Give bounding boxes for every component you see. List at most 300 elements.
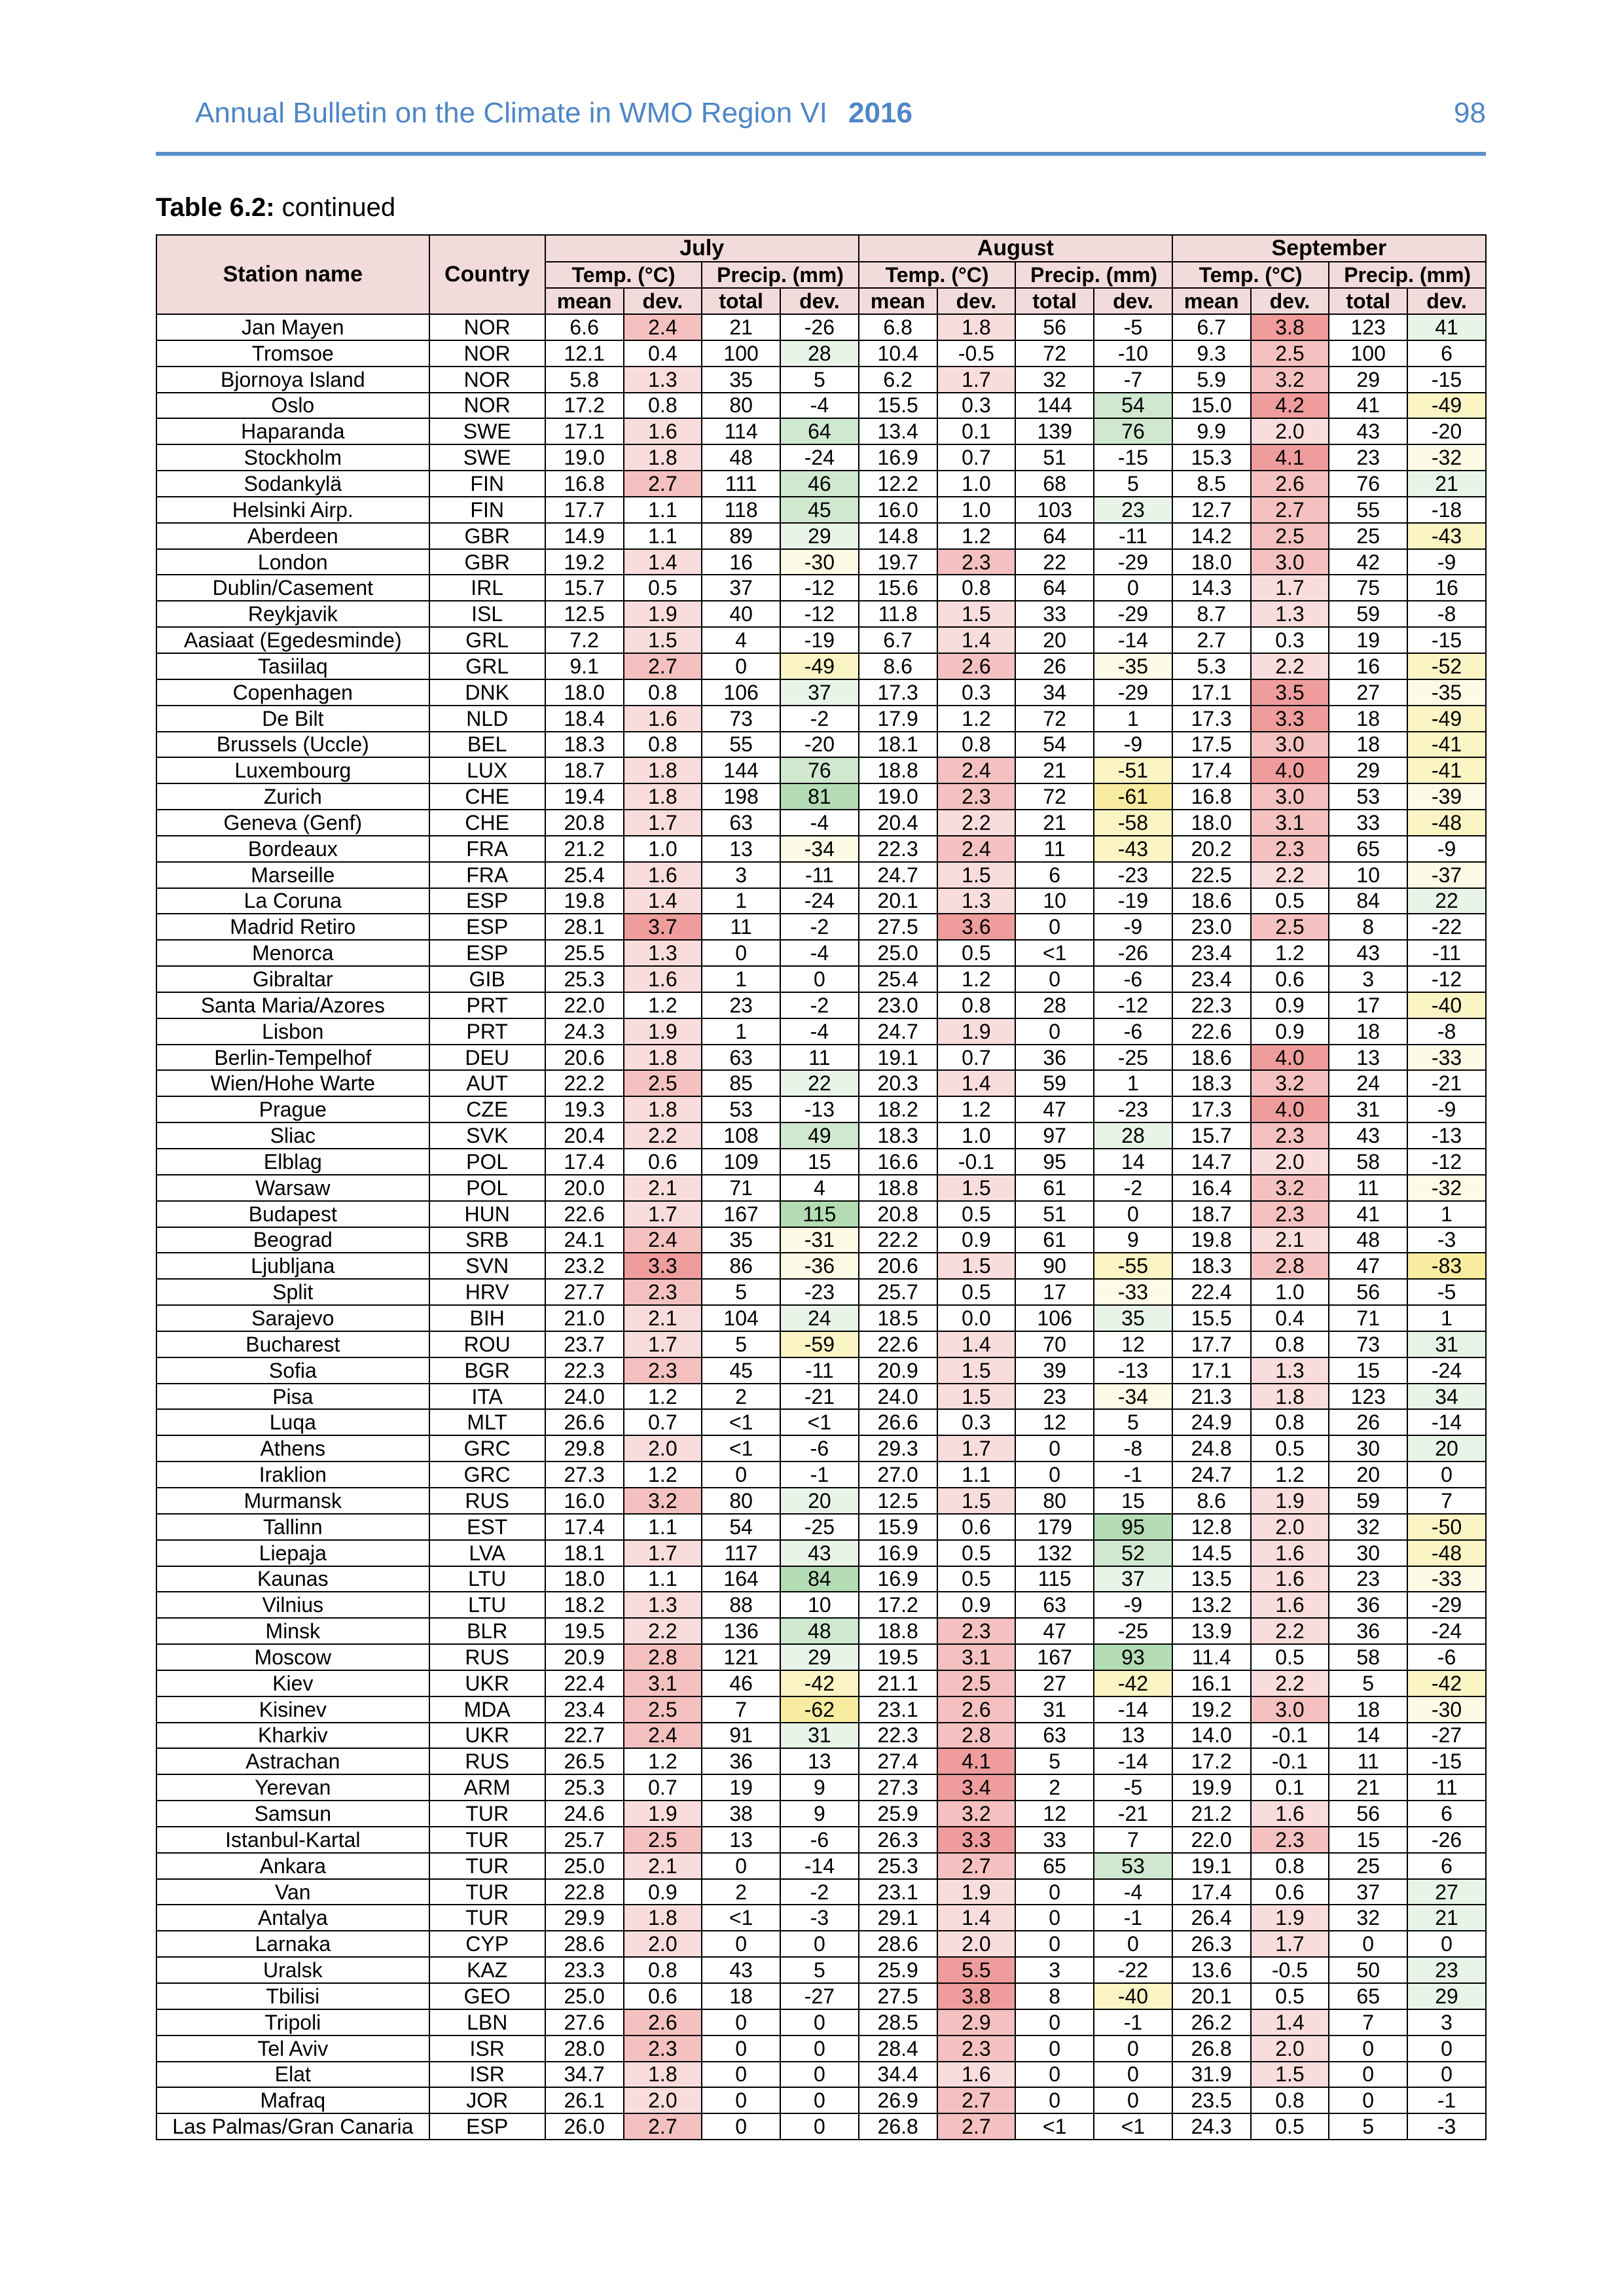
cell-jul-precip-dev: -4 (780, 810, 859, 836)
cell-sep-precip-total: 11 (1329, 1175, 1407, 1201)
cell-sep-temp-mean: 20.2 (1172, 836, 1251, 862)
cell-aug-temp-dev: 0.8 (937, 992, 1016, 1018)
cell-aug-precip-total: 0 (1015, 1462, 1094, 1488)
cell-aug-temp-dev: 2.4 (937, 757, 1016, 783)
cell-country: TUR (429, 1801, 545, 1827)
cell-aug-precip-total: 54 (1015, 732, 1094, 758)
cell-jul-temp-dev: 1.8 (624, 1905, 702, 1931)
cell-aug-precip-dev: 54 (1094, 393, 1172, 419)
cell-sep-precip-total: 31 (1329, 1096, 1407, 1122)
cell-jul-precip-dev: <1 (780, 1409, 859, 1435)
cell-aug-precip-total: 36 (1015, 1045, 1094, 1071)
sub-header-total: total (702, 288, 780, 314)
cell-country: CHE (429, 810, 545, 836)
cell-jul-temp-dev: 2.3 (624, 1279, 702, 1305)
table-row (156, 940, 1486, 966)
cell-sep-precip-total: 65 (1329, 836, 1407, 862)
cell-jul-temp-mean: 25.0 (545, 1983, 624, 2009)
cell-sep-temp-mean: 14.0 (1172, 1723, 1251, 1749)
cell-jul-precip-dev: -31 (780, 1227, 859, 1253)
cell-jul-precip-total: 35 (702, 367, 780, 393)
cell-aug-temp-mean: 28.6 (859, 1931, 937, 1957)
cell-jul-precip-total: 40 (702, 601, 780, 627)
cell-jul-precip-total: 36 (702, 1748, 780, 1774)
cell-jul-temp-dev: 1.8 (624, 1045, 702, 1071)
cell-jul-precip-dev: -13 (780, 1096, 859, 1122)
cell-sep-temp-dev: 3.1 (1251, 810, 1329, 836)
cell-jul-precip-dev: -30 (780, 549, 859, 575)
cell-sep-precip-total: 56 (1329, 1801, 1407, 1827)
cell-aug-temp-mean: 25.3 (859, 1853, 937, 1879)
cell-jul-precip-total: 63 (702, 1045, 780, 1071)
cell-sep-temp-dev: 2.2 (1251, 1670, 1329, 1696)
cell-jul-temp-mean: 12.5 (545, 601, 624, 627)
cell-aug-temp-dev: 1.4 (937, 1331, 1016, 1357)
cell-sep-temp-dev: 0.9 (1251, 1018, 1329, 1045)
cell-jul-temp-mean: 25.4 (545, 862, 624, 888)
cell-sep-temp-mean: 23.5 (1172, 2087, 1251, 2113)
cell-jul-temp-dev: 1.3 (624, 940, 702, 966)
cell-sep-precip-dev: 1 (1407, 1201, 1486, 1227)
cell-aug-temp-mean: 29.3 (859, 1435, 937, 1462)
cell-station: Minsk (156, 1618, 429, 1644)
cell-aug-temp-dev: 5.5 (937, 1957, 1016, 1983)
table-row (156, 1253, 1486, 1279)
cell-jul-temp-mean: 21.0 (545, 1305, 624, 1331)
cell-aug-precip-dev: 0 (1094, 1201, 1172, 1227)
cell-sep-temp-mean: 26.3 (1172, 1931, 1251, 1957)
cell-aug-precip-total: 0 (1015, 2009, 1094, 2036)
cell-aug-precip-dev: -40 (1094, 1983, 1172, 2009)
cell-aug-precip-dev: 12 (1094, 1331, 1172, 1357)
cell-station: Brussels (Uccle) (156, 732, 429, 758)
cell-jul-temp-mean: 19.4 (545, 783, 624, 810)
cell-aug-precip-total: 64 (1015, 575, 1094, 601)
cell-sep-temp-dev: 1.8 (1251, 1384, 1329, 1410)
cell-sep-temp-dev: 2.7 (1251, 497, 1329, 523)
cell-station: Budapest (156, 1201, 429, 1227)
cell-station: Prague (156, 1096, 429, 1122)
cell-country: POL (429, 1175, 545, 1201)
cell-aug-temp-dev: 2.0 (937, 1931, 1016, 1957)
cell-sep-temp-mean: 21.2 (1172, 1801, 1251, 1827)
table-row (156, 1096, 1486, 1122)
cell-jul-precip-dev: -26 (780, 314, 859, 340)
table-row (156, 418, 1486, 444)
cell-sep-temp-mean: 17.7 (1172, 1331, 1251, 1357)
cell-aug-temp-mean: 25.4 (859, 966, 937, 992)
cell-aug-precip-total: 0 (1015, 966, 1094, 992)
table-row (156, 367, 1486, 393)
cell-aug-temp-dev: 2.3 (937, 549, 1016, 575)
cell-jul-precip-total: 1 (702, 966, 780, 992)
cell-jul-temp-mean: 19.8 (545, 888, 624, 914)
cell-aug-precip-dev: -25 (1094, 1045, 1172, 1071)
cell-sep-precip-dev: -32 (1407, 1175, 1486, 1201)
cell-aug-precip-dev: -1 (1094, 1462, 1172, 1488)
cell-aug-precip-dev: <1 (1094, 2113, 1172, 2140)
cell-sep-temp-dev: 3.5 (1251, 679, 1329, 706)
table-row (156, 1853, 1486, 1879)
cell-sep-temp-dev: 1.9 (1251, 1488, 1329, 1514)
cell-sep-temp-mean: 14.2 (1172, 523, 1251, 549)
cell-sep-precip-total: 42 (1329, 549, 1407, 575)
cell-aug-precip-total: 10 (1015, 888, 1094, 914)
cell-aug-precip-total: 106 (1015, 1305, 1094, 1331)
cell-jul-temp-mean: 19.5 (545, 1618, 624, 1644)
cell-jul-temp-mean: 6.6 (545, 314, 624, 340)
bulletin-title (195, 97, 912, 130)
cell-aug-precip-dev: -15 (1094, 444, 1172, 471)
cell-sep-precip-total: 13 (1329, 1045, 1407, 1071)
cell-aug-precip-dev: 0 (1094, 2062, 1172, 2088)
table-row (156, 1122, 1486, 1149)
month-header-september: September (1172, 235, 1486, 262)
cell-sep-precip-total: 23 (1329, 1566, 1407, 1592)
cell-aug-temp-mean: 16.6 (859, 1149, 937, 1175)
table-row (156, 1018, 1486, 1045)
sub-header-total: total (1329, 288, 1407, 314)
cell-sep-temp-mean: 13.2 (1172, 1592, 1251, 1618)
table-row (156, 2113, 1486, 2140)
table-row (156, 810, 1486, 836)
cell-station: Iraklion (156, 1462, 429, 1488)
cell-aug-precip-total: 0 (1015, 1879, 1094, 1905)
cell-aug-temp-dev: 2.9 (937, 2009, 1016, 2036)
cell-jul-precip-dev: 43 (780, 1540, 859, 1566)
cell-jul-temp-mean: 16.8 (545, 471, 624, 497)
bulletin-year: 2016 (848, 97, 912, 129)
cell-aug-temp-mean: 24.7 (859, 1018, 937, 1045)
cell-station: Yerevan (156, 1774, 429, 1801)
cell-sep-temp-mean: 14.3 (1172, 575, 1251, 601)
cell-aug-temp-dev: 2.5 (937, 1670, 1016, 1696)
cell-jul-precip-dev: -62 (780, 1696, 859, 1723)
cell-aug-precip-total: 90 (1015, 1253, 1094, 1279)
table-row (156, 393, 1486, 419)
cell-aug-precip-dev: -13 (1094, 1357, 1172, 1384)
cell-station: Kharkiv (156, 1723, 429, 1749)
cell-aug-precip-total: 28 (1015, 992, 1094, 1018)
cell-aug-precip-total: 80 (1015, 1488, 1094, 1514)
cell-aug-precip-total: 63 (1015, 1723, 1094, 1749)
cell-jul-precip-dev: 0 (780, 1931, 859, 1957)
cell-jul-precip-total: 0 (702, 2062, 780, 2088)
cell-sep-precip-total: 25 (1329, 1853, 1407, 1879)
cell-sep-temp-mean: 18.7 (1172, 1201, 1251, 1227)
cell-sep-precip-total: 43 (1329, 1122, 1407, 1149)
cell-sep-precip-total: 18 (1329, 1696, 1407, 1723)
cell-jul-temp-mean: 20.0 (545, 1175, 624, 1201)
cell-aug-temp-dev: 1.0 (937, 471, 1016, 497)
cell-jul-precip-dev: 0 (780, 2062, 859, 2088)
cell-jul-precip-total: 11 (702, 914, 780, 940)
cell-sep-temp-mean: 13.6 (1172, 1957, 1251, 1983)
table-row (156, 1931, 1486, 1957)
cell-sep-temp-mean: 16.1 (1172, 1670, 1251, 1696)
month-header-august: August (859, 235, 1172, 262)
cell-aug-temp-mean: 12.5 (859, 1488, 937, 1514)
cell-aug-temp-mean: 8.6 (859, 653, 937, 679)
cell-station: Vilnius (156, 1592, 429, 1618)
sub-header-dev: dev. (1251, 288, 1329, 314)
cell-sep-precip-total: 100 (1329, 340, 1407, 367)
cell-jul-precip-total: 121 (702, 1644, 780, 1670)
cell-jul-temp-mean: 18.3 (545, 732, 624, 758)
cell-jul-precip-total: 164 (702, 1566, 780, 1592)
cell-sep-temp-dev: 1.2 (1251, 940, 1329, 966)
cell-station: Haparanda (156, 418, 429, 444)
cell-jul-temp-mean: 15.7 (545, 575, 624, 601)
cell-sep-precip-dev: -33 (1407, 1045, 1486, 1071)
cell-aug-precip-dev: -7 (1094, 367, 1172, 393)
cell-station: Kiev (156, 1670, 429, 1696)
cell-aug-temp-mean: 19.7 (859, 549, 937, 575)
cell-country: SVN (429, 1253, 545, 1279)
cell-sep-temp-dev: 3.0 (1251, 1696, 1329, 1723)
cell-aug-precip-total: 68 (1015, 471, 1094, 497)
cell-sep-temp-dev: 2.3 (1251, 1827, 1329, 1853)
cell-country: BEL (429, 732, 545, 758)
cell-sep-precip-total: 53 (1329, 783, 1407, 810)
cell-jul-precip-dev: -4 (780, 1018, 859, 1045)
cell-country: BLR (429, 1618, 545, 1644)
cell-country: LBN (429, 2009, 545, 2036)
table-row (156, 1305, 1486, 1331)
cell-jul-temp-dev: 2.4 (624, 314, 702, 340)
cell-aug-precip-dev: -35 (1094, 653, 1172, 679)
cell-station: Tel Aviv (156, 2036, 429, 2062)
header-rule (156, 152, 1486, 156)
cell-aug-precip-total: 33 (1015, 1827, 1094, 1853)
cell-sep-temp-dev: 1.3 (1251, 601, 1329, 627)
cell-jul-precip-dev: 28 (780, 340, 859, 367)
cell-aug-precip-dev: 7 (1094, 1827, 1172, 1853)
cell-jul-temp-dev: 2.4 (624, 1227, 702, 1253)
cell-station: Marseille (156, 862, 429, 888)
cell-jul-precip-dev: 11 (780, 1045, 859, 1071)
cell-country: BIH (429, 1305, 545, 1331)
cell-jul-temp-mean: 24.3 (545, 1018, 624, 1045)
cell-aug-temp-mean: 15.6 (859, 575, 937, 601)
cell-aug-precip-total: 179 (1015, 1514, 1094, 1540)
cell-jul-precip-total: 7 (702, 1696, 780, 1723)
cell-aug-temp-mean: 28.5 (859, 2009, 937, 2036)
cell-jul-temp-dev: 1.8 (624, 783, 702, 810)
cell-aug-precip-dev: -29 (1094, 549, 1172, 575)
cell-sep-precip-dev: -24 (1407, 1357, 1486, 1384)
cell-sep-temp-mean: 11.4 (1172, 1644, 1251, 1670)
cell-aug-temp-mean: 25.7 (859, 1279, 937, 1305)
cell-aug-precip-dev: -58 (1094, 810, 1172, 836)
cell-aug-precip-dev: 23 (1094, 497, 1172, 523)
table-row (156, 1357, 1486, 1384)
cell-sep-precip-dev: -12 (1407, 966, 1486, 992)
cell-country: RUS (429, 1644, 545, 1670)
cell-jul-temp-dev: 2.7 (624, 471, 702, 497)
cell-sep-precip-dev: 34 (1407, 1384, 1486, 1410)
cell-aug-precip-dev: -19 (1094, 888, 1172, 914)
cell-aug-precip-total: 70 (1015, 1331, 1094, 1357)
cell-country: NOR (429, 340, 545, 367)
cell-sep-precip-dev: -6 (1407, 1644, 1486, 1670)
cell-sep-precip-total: 19 (1329, 627, 1407, 653)
cell-sep-temp-mean: 17.5 (1172, 732, 1251, 758)
cell-jul-temp-dev: 1.9 (624, 1018, 702, 1045)
cell-station: Beograd (156, 1227, 429, 1253)
cell-aug-temp-dev: 1.3 (937, 888, 1016, 914)
cell-jul-temp-mean: 18.0 (545, 1566, 624, 1592)
cell-country: LUX (429, 757, 545, 783)
cell-jul-precip-dev: -3 (780, 1905, 859, 1931)
cell-aug-temp-dev: 1.5 (937, 601, 1016, 627)
cell-sep-precip-total: 47 (1329, 1253, 1407, 1279)
cell-sep-temp-dev: 2.5 (1251, 340, 1329, 367)
cell-sep-temp-mean: 9.9 (1172, 418, 1251, 444)
cell-aug-temp-mean: 6.2 (859, 367, 937, 393)
cell-sep-temp-dev: 0.8 (1251, 1853, 1329, 1879)
cell-aug-temp-dev: 2.3 (937, 783, 1016, 810)
cell-sep-precip-total: 11 (1329, 1748, 1407, 1774)
cell-aug-temp-mean: 6.8 (859, 314, 937, 340)
cell-jul-temp-mean: 25.0 (545, 1853, 624, 1879)
cell-jul-precip-total: 0 (702, 1931, 780, 1957)
cell-jul-temp-dev: 1.7 (624, 1331, 702, 1357)
cell-jul-temp-dev: 1.1 (624, 1566, 702, 1592)
cell-jul-temp-mean: 29.8 (545, 1435, 624, 1462)
cell-sep-precip-total: 75 (1329, 575, 1407, 601)
cell-jul-temp-mean: 23.3 (545, 1957, 624, 1983)
cell-sep-temp-mean: 26.2 (1172, 2009, 1251, 2036)
cell-jul-temp-mean: 20.4 (545, 1122, 624, 1149)
cell-sep-temp-mean: 24.9 (1172, 1409, 1251, 1435)
cell-jul-precip-dev: -4 (780, 393, 859, 419)
cell-country: UKR (429, 1670, 545, 1696)
table-row (156, 1149, 1486, 1175)
table-row (156, 966, 1486, 992)
cell-aug-temp-mean: 24.7 (859, 862, 937, 888)
table-body (156, 314, 1486, 2140)
table-row (156, 1644, 1486, 1670)
cell-jul-temp-mean: 17.7 (545, 497, 624, 523)
cell-aug-precip-total: 0 (1015, 2087, 1094, 2113)
cell-aug-temp-dev: 1.6 (937, 2062, 1016, 2088)
precip-group-header: Precip. (mm) (1015, 262, 1172, 288)
cell-jul-precip-total: 1 (702, 1018, 780, 1045)
cell-sep-precip-dev: -9 (1407, 549, 1486, 575)
cell-aug-temp-mean: 29.1 (859, 1905, 937, 1931)
cell-jul-precip-total: 54 (702, 1514, 780, 1540)
cell-country: DEU (429, 1045, 545, 1071)
cell-sep-precip-dev: -35 (1407, 679, 1486, 706)
cell-aug-temp-dev: 0.9 (937, 1227, 1016, 1253)
cell-station: Madrid Retiro (156, 914, 429, 940)
cell-aug-temp-dev: 0.5 (937, 1201, 1016, 1227)
cell-country: DNK (429, 679, 545, 706)
cell-jul-temp-dev: 0.4 (624, 340, 702, 367)
cell-station: Uralsk (156, 1957, 429, 1983)
table-row (156, 1723, 1486, 1749)
cell-aug-temp-mean: 27.5 (859, 914, 937, 940)
cell-sep-precip-total: 41 (1329, 393, 1407, 419)
cell-jul-precip-dev: 84 (780, 1566, 859, 1592)
cell-jul-temp-mean: 18.4 (545, 706, 624, 732)
cell-jul-precip-total: 13 (702, 836, 780, 862)
cell-jul-precip-dev: 0 (780, 2113, 859, 2140)
cell-aug-precip-dev: -29 (1094, 601, 1172, 627)
cell-jul-temp-mean: 27.3 (545, 1462, 624, 1488)
cell-aug-temp-dev: 3.1 (937, 1644, 1016, 1670)
cell-jul-temp-mean: 24.6 (545, 1801, 624, 1827)
cell-jul-precip-dev: 76 (780, 757, 859, 783)
cell-aug-precip-dev: -10 (1094, 340, 1172, 367)
cell-sep-precip-dev: -41 (1407, 757, 1486, 783)
cell-aug-precip-dev: -9 (1094, 914, 1172, 940)
cell-sep-precip-dev: -15 (1407, 1748, 1486, 1774)
sub-header-mean: mean (859, 288, 937, 314)
cell-aug-temp-dev: 0.5 (937, 1566, 1016, 1592)
cell-aug-precip-dev: -11 (1094, 523, 1172, 549)
cell-aug-temp-dev: 1.2 (937, 966, 1016, 992)
cell-sep-precip-dev: 1 (1407, 1305, 1486, 1331)
cell-jul-precip-dev: -6 (780, 1827, 859, 1853)
cell-sep-temp-dev: 1.6 (1251, 1592, 1329, 1618)
cell-jul-temp-mean: 17.1 (545, 418, 624, 444)
cell-country: RUS (429, 1748, 545, 1774)
cell-aug-precip-total: 39 (1015, 1357, 1094, 1384)
cell-jul-temp-mean: 23.2 (545, 1253, 624, 1279)
cell-aug-precip-total: 59 (1015, 1070, 1094, 1096)
cell-aug-precip-dev: -1 (1094, 2009, 1172, 2036)
cell-aug-temp-dev: 3.2 (937, 1801, 1016, 1827)
cell-aug-temp-dev: 4.1 (937, 1748, 1016, 1774)
cell-jul-temp-mean: 9.1 (545, 653, 624, 679)
cell-sep-precip-total: 25 (1329, 523, 1407, 549)
cell-sep-temp-dev: 2.2 (1251, 653, 1329, 679)
cell-aug-temp-mean: 24.0 (859, 1384, 937, 1410)
cell-sep-precip-dev: -21 (1407, 1070, 1486, 1096)
cell-sep-temp-dev: 3.0 (1251, 783, 1329, 810)
cell-aug-temp-dev: 2.7 (937, 2113, 1016, 2140)
cell-aug-temp-mean: 18.2 (859, 1096, 937, 1122)
cell-sep-temp-dev: 2.0 (1251, 1514, 1329, 1540)
cell-aug-temp-dev: 0.5 (937, 940, 1016, 966)
cell-aug-temp-mean: 27.3 (859, 1774, 937, 1801)
cell-sep-precip-dev: -41 (1407, 732, 1486, 758)
cell-jul-temp-dev: 0.8 (624, 393, 702, 419)
cell-aug-temp-dev: 2.4 (937, 836, 1016, 862)
cell-aug-temp-dev: 3.8 (937, 1983, 1016, 2009)
cell-sep-precip-total: 23 (1329, 444, 1407, 471)
cell-aug-temp-mean: 22.3 (859, 1723, 937, 1749)
cell-jul-temp-mean: 26.0 (545, 2113, 624, 2140)
cell-sep-precip-dev: 27 (1407, 1879, 1486, 1905)
cell-jul-precip-dev: -2 (780, 914, 859, 940)
cell-jul-temp-mean: 25.7 (545, 1827, 624, 1853)
cell-station: Warsaw (156, 1175, 429, 1201)
table-row (156, 1384, 1486, 1410)
cell-sep-precip-dev: 6 (1407, 1801, 1486, 1827)
cell-country: LVA (429, 1540, 545, 1566)
cell-sep-temp-mean: 13.9 (1172, 1618, 1251, 1644)
cell-aug-precip-dev: 52 (1094, 1540, 1172, 1566)
cell-sep-precip-total: 17 (1329, 992, 1407, 1018)
cell-aug-precip-dev: -14 (1094, 1748, 1172, 1774)
cell-aug-temp-mean: 20.9 (859, 1357, 937, 1384)
cell-jul-precip-dev: -11 (780, 862, 859, 888)
cell-country: CZE (429, 1096, 545, 1122)
cell-sep-precip-total: 0 (1329, 2036, 1407, 2062)
